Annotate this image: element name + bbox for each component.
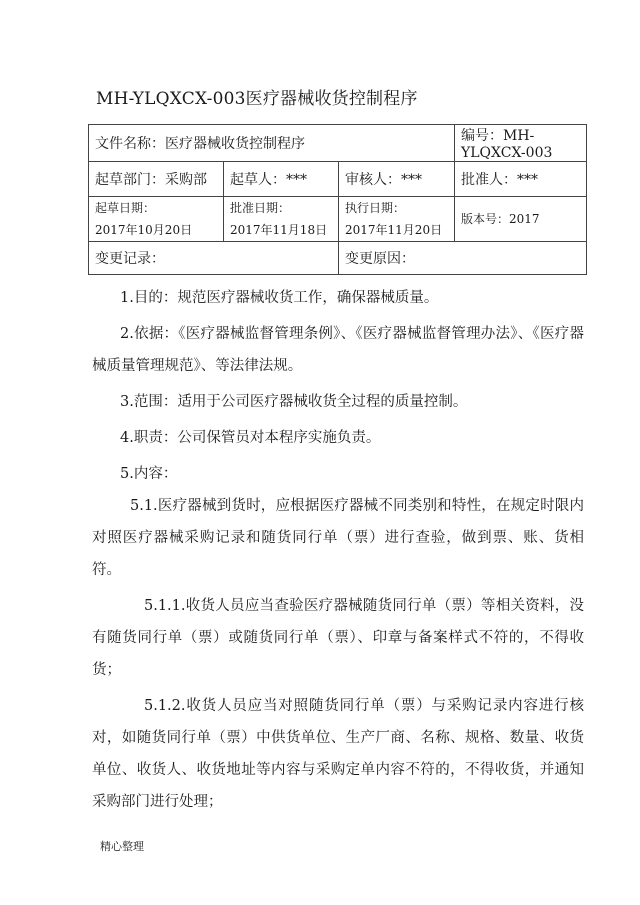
section-5-1-1-paragraph: 5.1.1.收货人员应当查验医疗器械随货同行单（票）等相关资料，没有随货同行单（票）或随货同行单（票）、印章与备案样式不符的，不得收货； bbox=[92, 598, 584, 678]
reviewer-cell: 审核人：*** bbox=[339, 162, 455, 197]
content-heading: 5.内容： bbox=[120, 466, 178, 482]
scope-paragraph: 3.范围：适用于公司医疗器械收货全过程的质量控制。 bbox=[120, 394, 468, 410]
basis-paragraph: 2.依据：《医疗器械监督管理条例》、《医疗器械监督管理办法》、《医疗器械质量管理规范》、等法律法规。 bbox=[92, 326, 584, 374]
change-reason-cell: 变更原因： bbox=[339, 242, 587, 275]
draft-date-value: 2017年10月20日 bbox=[95, 223, 193, 237]
doc-number-cell: 编号：MH-YLQXCX-003 bbox=[455, 125, 587, 162]
draft-dept-cell: 起草部门：采购部 bbox=[89, 162, 224, 197]
footer-note: 精心整理 bbox=[100, 840, 144, 853]
version-cell: 版本号：2017 bbox=[455, 197, 587, 242]
document-title: MH-YLQXCX-003医疗器械收货控制程序 bbox=[96, 89, 418, 109]
file-name-cell: 文件名称：医疗器械收货控制程序 bbox=[89, 125, 455, 162]
duty-paragraph: 4.职责：公司保管员对本程序实施负责。 bbox=[120, 430, 381, 446]
section-5-1-2-paragraph: 5.1.2.收货人员应当对照随货同行单（票）与采购记录内容进行核对，如随货同行单（票）中供货单位、生产厂商、名称、规格、数量、收货单位、收货人、收货地址等内容与采购定单内容不符的，不得收货，并通知采购部门进行处理； bbox=[92, 698, 584, 810]
document-body bbox=[92, 282, 584, 818]
section-5-1-paragraph: 5.1.医疗器械到货时，应根据医疗器械不同类别和特性，在规定时限内对照医疗器械采购记录和随货同行单（票）进行查验，做到票、账、货相符。 bbox=[92, 498, 584, 578]
purpose-paragraph: 1.目的：规范医疗器械收货工作，确保器械质量。 bbox=[120, 290, 439, 306]
approve-date-label: 批准日期： bbox=[230, 201, 291, 215]
exec-date-value: 2017年11月20日 bbox=[345, 223, 443, 237]
approve-date-value: 2017年11月18日 bbox=[230, 223, 328, 237]
draft-date-label: 起草日期： bbox=[95, 201, 156, 215]
change-record-cell: 变更记录： bbox=[89, 242, 339, 275]
document-info-table bbox=[88, 124, 587, 275]
approve-date-cell bbox=[224, 197, 339, 242]
draft-date-cell bbox=[89, 197, 224, 242]
exec-date-label: 执行日期： bbox=[345, 201, 406, 215]
exec-date-cell bbox=[339, 197, 455, 242]
drafter-cell: 起草人：*** bbox=[224, 162, 339, 197]
approver-cell: 批准人：*** bbox=[455, 162, 587, 197]
